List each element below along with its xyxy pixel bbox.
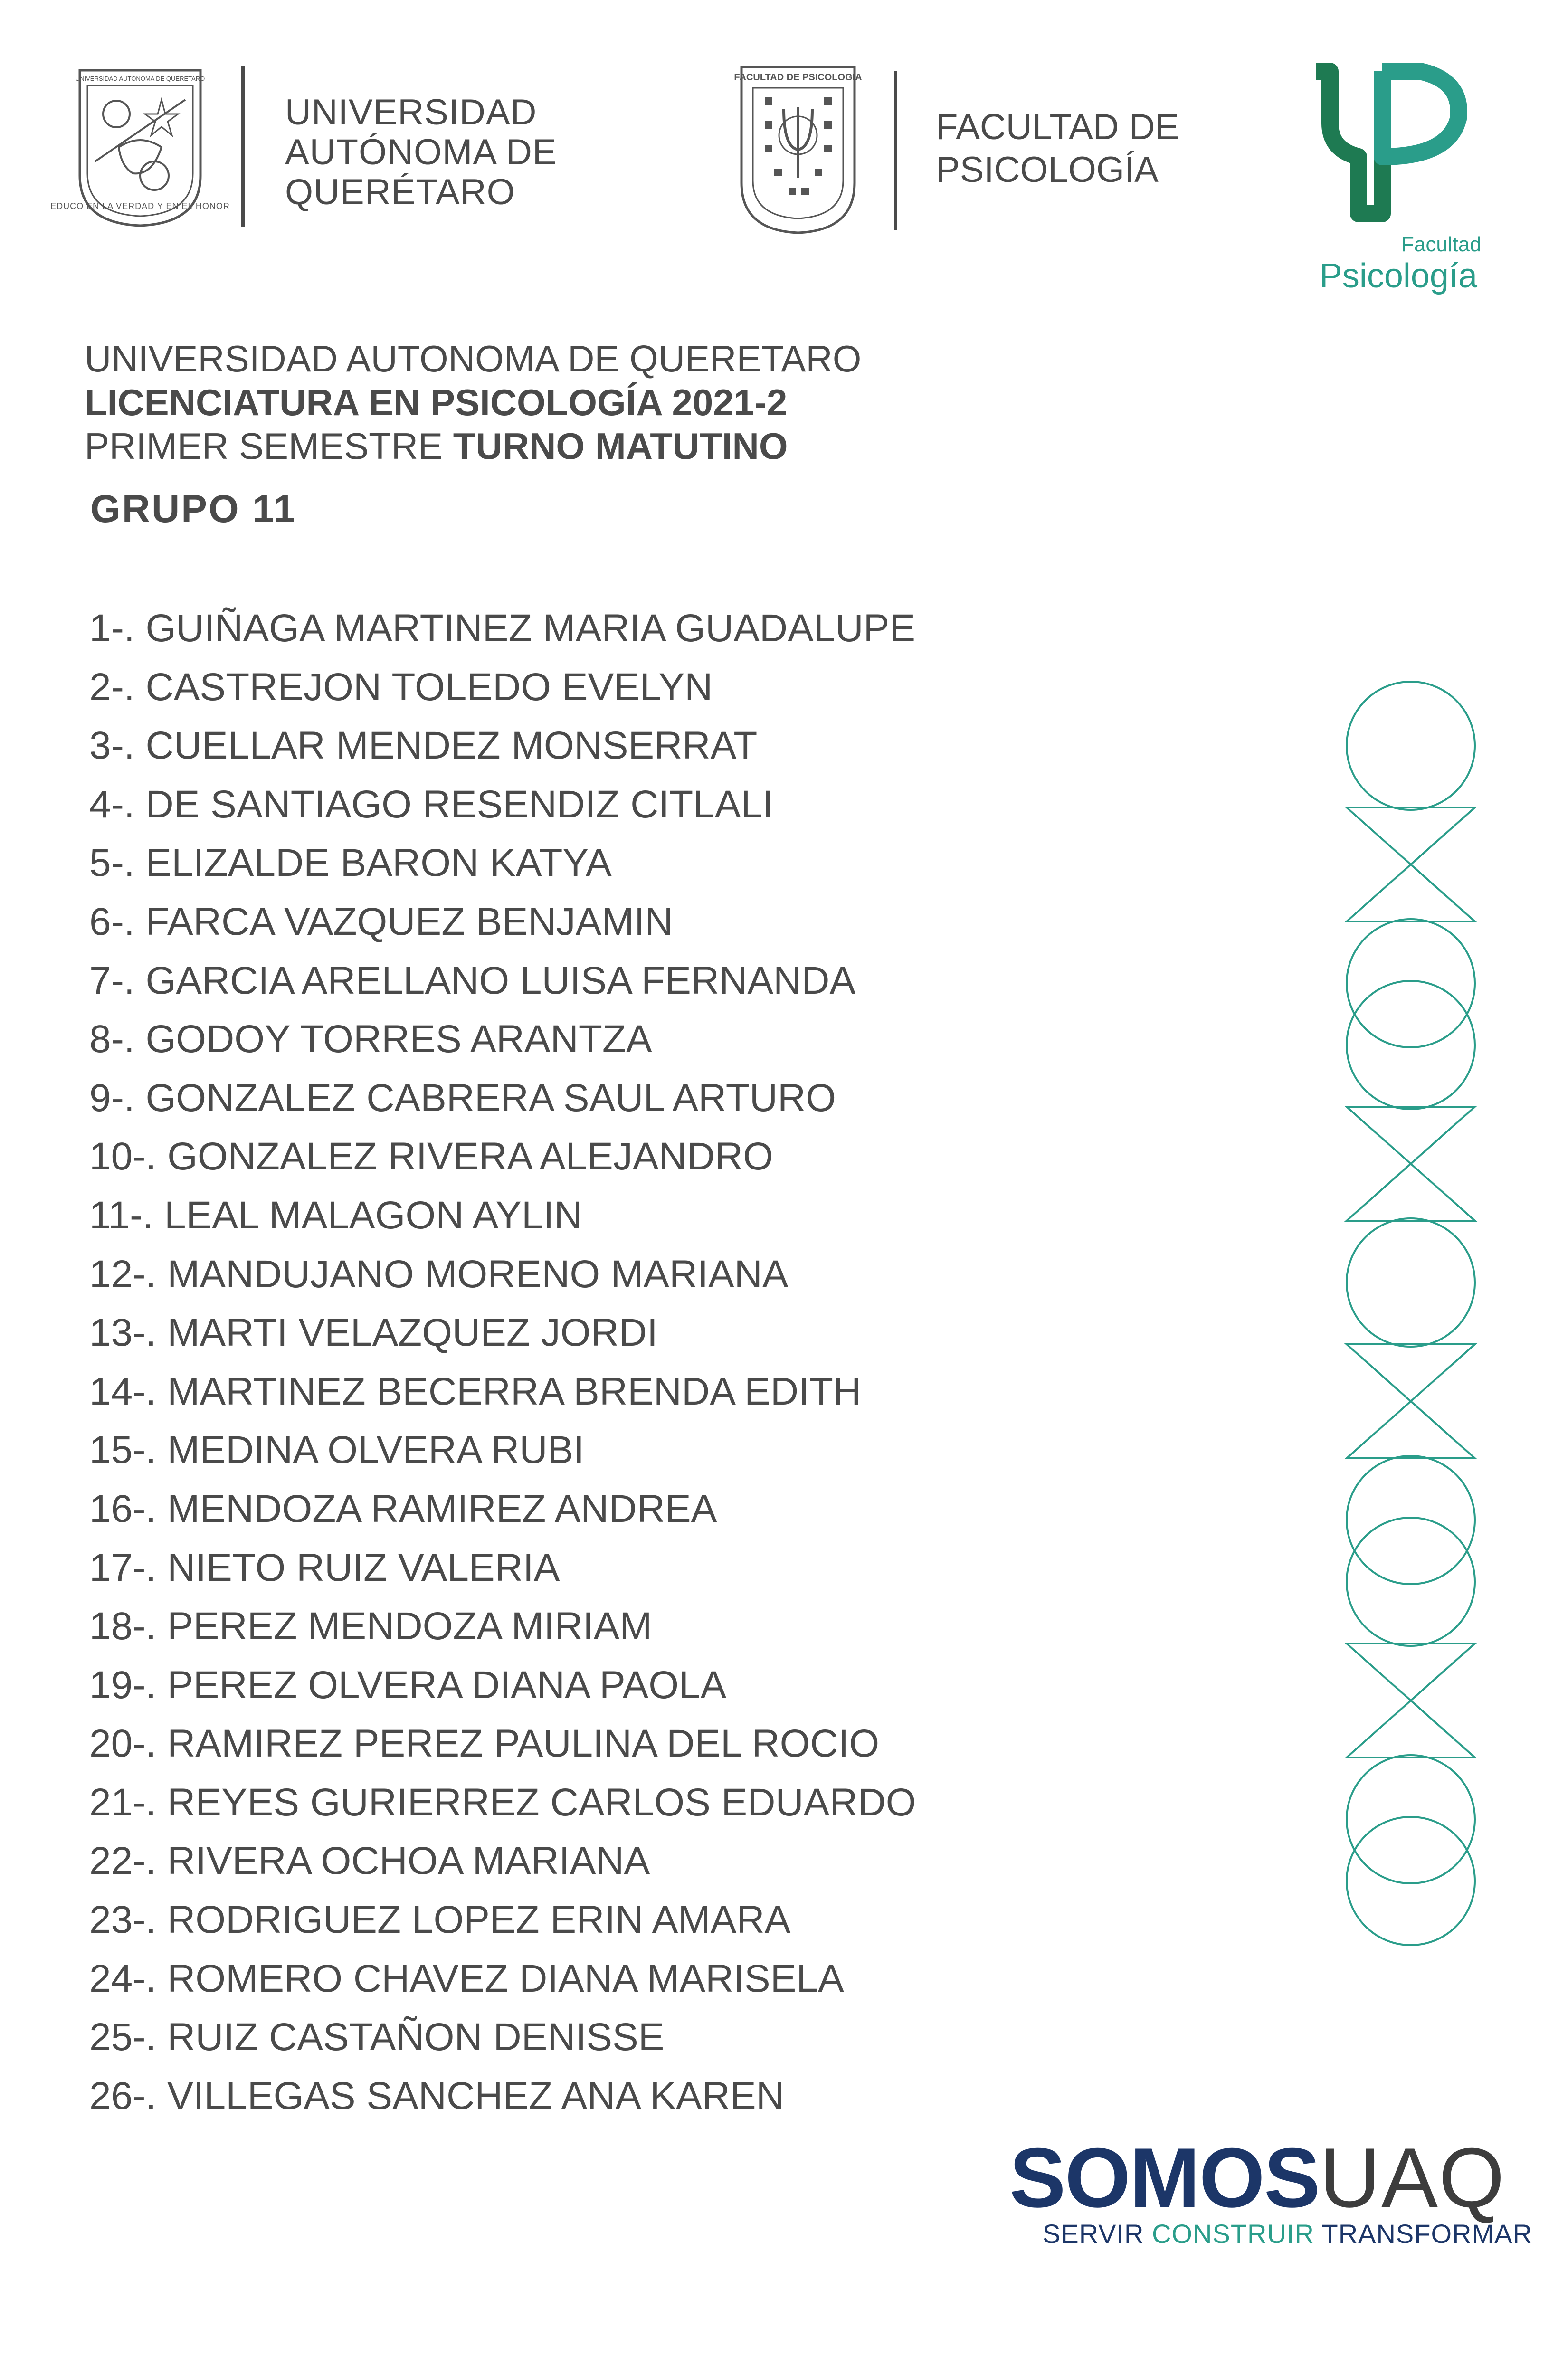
faculty-name-line-2: PSICOLOGÍA	[936, 150, 1159, 190]
list-item: 8-. GODOY TORRES ARANTZA	[89, 1017, 652, 1061]
list-item: 3-. CUELLAR MENDEZ MONSERRAT	[89, 724, 758, 768]
list-item: 9-. GONZALEZ CABRERA SAUL ARTURO	[89, 1076, 836, 1120]
list-item: 23-. RODRIGUEZ LOPEZ ERIN AMARA	[89, 1898, 791, 1942]
list-item: 12-. MANDUJANO MORENO MARIANA	[89, 1252, 789, 1296]
psi-letter-logo-icon	[1306, 62, 1487, 223]
shift-text: TURNO MATUTINO	[453, 425, 788, 467]
tagline-transformar: TRANSFORMAR	[1321, 2219, 1532, 2249]
list-item: 15-. MEDINA OLVERA RUBI	[89, 1428, 585, 1472]
list-item: 17-. NIETO RUIZ VALERIA	[89, 1546, 560, 1589]
psychology-faculty-seal-icon	[734, 64, 862, 235]
semester-text: PRIMER SEMESTRE	[85, 425, 453, 467]
uaq-seal-text: UNIVERSIDAD AUTONOMA DE QUERETARO	[75, 75, 205, 82]
list-item: 19-. PEREZ OLVERA DIANA PAOLA	[89, 1663, 727, 1707]
tagline-construir: CONSTRUIR	[1152, 2219, 1322, 2249]
list-item: 22-. RIVERA OCHOA MARIANA	[89, 1839, 650, 1883]
list-item: 11-. LEAL MALAGON AYLIN	[89, 1193, 582, 1237]
uaq-name-line-1: UNIVERSIDAD	[285, 92, 537, 133]
faculty-name-line-1: FACULTAD DE	[936, 107, 1179, 147]
somos-uaq-logo	[1009, 2130, 1506, 2225]
tagline-servir: SERVIR	[1043, 2219, 1152, 2249]
list-item: 16-. MENDOZA RAMIREZ ANDREA	[89, 1487, 717, 1530]
uaq-name	[285, 93, 557, 212]
list-item: 1-. GUIÑAGA MARTINEZ MARIA GUADALUPE	[89, 607, 916, 650]
list-item: 20-. RAMIREZ PEREZ PAULINA DEL ROCIO	[89, 1722, 880, 1766]
circle-triangle-ornament-icon	[1340, 674, 1482, 2004]
semester-line	[85, 425, 788, 468]
group-title: GRUPO 11	[90, 487, 297, 531]
uaq-text: UAQ	[1319, 2130, 1506, 2225]
uaq-divider	[241, 66, 245, 227]
list-item: 26-. VILLEGAS SANCHEZ ANA KAREN	[89, 2074, 784, 2118]
list-item: 2-. CASTREJON TOLEDO EVELYN	[89, 665, 713, 709]
student-list	[89, 602, 916, 2128]
uaq-name-line-2: AUTÓNOMA DE	[285, 132, 557, 172]
uaq-name-line-3: QUERÉTARO	[285, 172, 515, 212]
somos-text: SOMOS	[1009, 2130, 1320, 2225]
list-item: 5-. ELIZALDE BARON KATYA	[89, 841, 612, 885]
faculty-name	[936, 106, 1179, 191]
uaq-seal-icon	[50, 66, 230, 228]
university-title: UNIVERSIDAD AUTONOMA DE QUERETARO	[85, 338, 862, 380]
psi-caption-faculty: Facultad	[1401, 233, 1482, 256]
list-item: 4-. DE SANTIAGO RESENDIZ CITLALI	[89, 782, 773, 826]
list-item: 14-. MARTINEZ BECERRA BRENDA EDITH	[89, 1369, 862, 1413]
list-item: 18-. PEREZ MENDOZA MIRIAM	[89, 1605, 652, 1648]
list-item: 24-. ROMERO CHAVEZ DIANA MARISELA	[89, 1957, 844, 2000]
list-item: 7-. GARCIA ARELLANO LUISA FERNANDA	[89, 959, 856, 1002]
list-item: 10-. GONZALEZ RIVERA ALEJANDRO	[89, 1135, 773, 1178]
faculty-divider	[894, 71, 897, 230]
list-item: 21-. REYES GURIERREZ CARLOS EDUARDO	[89, 1780, 916, 1824]
list-item: 6-. FARCA VAZQUEZ BENJAMIN	[89, 900, 673, 943]
list-item: 25-. RUIZ CASTAÑON DENISSE	[89, 2015, 665, 2059]
program-title: LICENCIATURA EN PSICOLOGÍA 2021-2	[85, 381, 788, 423]
tagline	[1043, 2218, 1532, 2249]
list-item: 13-. MARTI VELAZQUEZ JORDI	[89, 1311, 658, 1355]
faculty-seal-text: FACULTAD DE PSICOLOGIA	[734, 72, 862, 83]
psi-caption-psychology: Psicología	[1319, 257, 1477, 295]
uaq-seal-motto: EDUCO EN LA VERDAD Y EN EL HONOR	[50, 201, 230, 211]
